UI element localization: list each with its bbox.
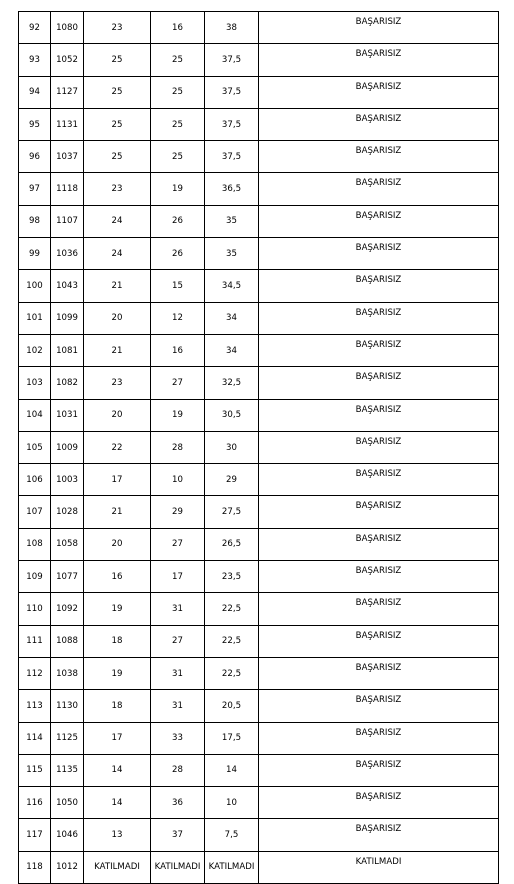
score-2-cell: 27 xyxy=(151,367,205,399)
student-id-cell: 1028 xyxy=(51,496,84,528)
score-1-cell: 20 xyxy=(84,399,151,431)
score-1-cell: 21 xyxy=(84,496,151,528)
result-cell: BAŞARISIZ xyxy=(259,399,499,431)
rank-cell: 108 xyxy=(19,528,51,560)
total-score-cell: 26,5 xyxy=(205,528,259,560)
table-row xyxy=(19,690,499,722)
score-1-cell: 21 xyxy=(84,334,151,366)
rank-cell: 110 xyxy=(19,593,51,625)
total-score-cell: 23,5 xyxy=(205,561,259,593)
result-cell: BAŞARISIZ xyxy=(259,464,499,496)
rank-cell: 106 xyxy=(19,464,51,496)
score-2-cell: 25 xyxy=(151,76,205,108)
score-1-cell: 16 xyxy=(84,561,151,593)
table-row xyxy=(19,270,499,302)
rank-cell: 98 xyxy=(19,205,51,237)
rank-cell: 107 xyxy=(19,496,51,528)
result-cell: BAŞARISIZ xyxy=(259,270,499,302)
student-id-cell: 1009 xyxy=(51,431,84,463)
score-2-cell: 28 xyxy=(151,431,205,463)
table-row xyxy=(19,108,499,140)
result-cell: BAŞARISIZ xyxy=(259,173,499,205)
result-cell: BAŞARISIZ xyxy=(259,561,499,593)
table-row xyxy=(19,561,499,593)
score-2-cell: 27 xyxy=(151,528,205,560)
result-cell: BAŞARISIZ xyxy=(259,44,499,76)
score-2-cell: 26 xyxy=(151,238,205,270)
student-id-cell: 1082 xyxy=(51,367,84,399)
table-row xyxy=(19,205,499,237)
rank-cell: 103 xyxy=(19,367,51,399)
student-id-cell: 1130 xyxy=(51,690,84,722)
student-id-cell: 1099 xyxy=(51,302,84,334)
score-2-cell: 31 xyxy=(151,690,205,722)
result-cell: BAŞARISIZ xyxy=(259,205,499,237)
result-cell: BAŞARISIZ xyxy=(259,431,499,463)
table-row xyxy=(19,819,499,851)
score-2-cell: 12 xyxy=(151,302,205,334)
score-2-cell: 16 xyxy=(151,12,205,44)
rank-cell: 97 xyxy=(19,173,51,205)
total-score-cell: 37,5 xyxy=(205,44,259,76)
score-1-cell: 18 xyxy=(84,625,151,657)
total-score-cell: 22,5 xyxy=(205,625,259,657)
rank-cell: 95 xyxy=(19,108,51,140)
score-2-cell: 33 xyxy=(151,722,205,754)
score-2-cell: 19 xyxy=(151,173,205,205)
rank-cell: 100 xyxy=(19,270,51,302)
score-1-cell: 25 xyxy=(84,108,151,140)
total-score-cell: 37,5 xyxy=(205,108,259,140)
table-row xyxy=(19,44,499,76)
score-2-cell: KATILMADI xyxy=(151,851,205,883)
rank-cell: 105 xyxy=(19,431,51,463)
score-2-cell: 16 xyxy=(151,334,205,366)
score-2-cell: 37 xyxy=(151,819,205,851)
result-cell: BAŞARISIZ xyxy=(259,302,499,334)
rank-cell: 115 xyxy=(19,754,51,786)
table-row xyxy=(19,76,499,108)
result-cell: BAŞARISIZ xyxy=(259,76,499,108)
table-row xyxy=(19,12,499,44)
result-cell: BAŞARISIZ xyxy=(259,787,499,819)
score-1-cell: 18 xyxy=(84,690,151,722)
score-2-cell: 27 xyxy=(151,625,205,657)
score-2-cell: 25 xyxy=(151,108,205,140)
total-score-cell: 29 xyxy=(205,464,259,496)
rank-cell: 102 xyxy=(19,334,51,366)
result-cell: BAŞARISIZ xyxy=(259,625,499,657)
total-score-cell: 30,5 xyxy=(205,399,259,431)
rank-cell: 113 xyxy=(19,690,51,722)
student-id-cell: 1092 xyxy=(51,593,84,625)
total-score-cell: 32,5 xyxy=(205,367,259,399)
table-row xyxy=(19,367,499,399)
student-id-cell: 1038 xyxy=(51,657,84,689)
student-id-cell: 1052 xyxy=(51,44,84,76)
score-2-cell: 31 xyxy=(151,657,205,689)
table-row xyxy=(19,464,499,496)
result-cell: BAŞARISIZ xyxy=(259,12,499,44)
table-row xyxy=(19,141,499,173)
total-score-cell: 14 xyxy=(205,754,259,786)
rank-cell: 112 xyxy=(19,657,51,689)
table-row xyxy=(19,496,499,528)
total-score-cell: 34 xyxy=(205,334,259,366)
student-id-cell: 1043 xyxy=(51,270,84,302)
rank-cell: 114 xyxy=(19,722,51,754)
score-1-cell: 17 xyxy=(84,464,151,496)
result-cell: BAŞARISIZ xyxy=(259,657,499,689)
rank-cell: 109 xyxy=(19,561,51,593)
total-score-cell: 7,5 xyxy=(205,819,259,851)
rank-cell: 104 xyxy=(19,399,51,431)
table-row xyxy=(19,625,499,657)
student-id-cell: 1080 xyxy=(51,12,84,44)
student-id-cell: 1031 xyxy=(51,399,84,431)
score-1-cell: 19 xyxy=(84,593,151,625)
student-id-cell: 1077 xyxy=(51,561,84,593)
table-row xyxy=(19,754,499,786)
result-cell: BAŞARISIZ xyxy=(259,141,499,173)
rank-cell: 99 xyxy=(19,238,51,270)
rank-cell: 94 xyxy=(19,76,51,108)
score-2-cell: 17 xyxy=(151,561,205,593)
score-1-cell: 24 xyxy=(84,205,151,237)
result-cell: BAŞARISIZ xyxy=(259,819,499,851)
total-score-cell: 22,5 xyxy=(205,593,259,625)
table-row xyxy=(19,302,499,334)
score-1-cell: 23 xyxy=(84,12,151,44)
score-1-cell: 13 xyxy=(84,819,151,851)
table-row xyxy=(19,238,499,270)
result-cell: BAŞARISIZ xyxy=(259,334,499,366)
total-score-cell: 35 xyxy=(205,205,259,237)
table-row xyxy=(19,528,499,560)
student-id-cell: 1127 xyxy=(51,76,84,108)
student-id-cell: 1036 xyxy=(51,238,84,270)
score-1-cell: 22 xyxy=(84,431,151,463)
result-cell: BAŞARISIZ xyxy=(259,722,499,754)
result-cell: BAŞARISIZ xyxy=(259,528,499,560)
student-id-cell: 1125 xyxy=(51,722,84,754)
total-score-cell: 36,5 xyxy=(205,173,259,205)
student-id-cell: 1088 xyxy=(51,625,84,657)
result-cell: BAŞARISIZ xyxy=(259,690,499,722)
score-1-cell: 21 xyxy=(84,270,151,302)
table-row xyxy=(19,173,499,205)
score-1-cell: 25 xyxy=(84,44,151,76)
results-table-body xyxy=(19,12,499,884)
result-cell: BAŞARISIZ xyxy=(259,367,499,399)
result-cell: BAŞARISIZ xyxy=(259,108,499,140)
score-2-cell: 36 xyxy=(151,787,205,819)
total-score-cell: 34 xyxy=(205,302,259,334)
total-score-cell: KATILMADI xyxy=(205,851,259,883)
score-1-cell: 20 xyxy=(84,528,151,560)
score-1-cell: 24 xyxy=(84,238,151,270)
rank-cell: 101 xyxy=(19,302,51,334)
total-score-cell: 37,5 xyxy=(205,76,259,108)
score-1-cell: 14 xyxy=(84,787,151,819)
table-row xyxy=(19,851,499,883)
rank-cell: 96 xyxy=(19,141,51,173)
table-row xyxy=(19,593,499,625)
score-1-cell: 25 xyxy=(84,76,151,108)
total-score-cell: 35 xyxy=(205,238,259,270)
score-1-cell: 23 xyxy=(84,367,151,399)
total-score-cell: 20,5 xyxy=(205,690,259,722)
student-id-cell: 1003 xyxy=(51,464,84,496)
table-row xyxy=(19,657,499,689)
score-1-cell: 20 xyxy=(84,302,151,334)
total-score-cell: 10 xyxy=(205,787,259,819)
score-2-cell: 31 xyxy=(151,593,205,625)
rank-cell: 111 xyxy=(19,625,51,657)
result-cell: BAŞARISIZ xyxy=(259,238,499,270)
table-row xyxy=(19,722,499,754)
total-score-cell: 17,5 xyxy=(205,722,259,754)
student-id-cell: 1050 xyxy=(51,787,84,819)
student-id-cell: 1012 xyxy=(51,851,84,883)
table-row xyxy=(19,399,499,431)
score-2-cell: 10 xyxy=(151,464,205,496)
total-score-cell: 34,5 xyxy=(205,270,259,302)
student-id-cell: 1046 xyxy=(51,819,84,851)
result-cell: BAŞARISIZ xyxy=(259,754,499,786)
student-id-cell: 1107 xyxy=(51,205,84,237)
result-cell: BAŞARISIZ xyxy=(259,593,499,625)
score-1-cell: 19 xyxy=(84,657,151,689)
rank-cell: 93 xyxy=(19,44,51,76)
score-2-cell: 15 xyxy=(151,270,205,302)
rank-cell: 92 xyxy=(19,12,51,44)
student-id-cell: 1131 xyxy=(51,108,84,140)
total-score-cell: 37,5 xyxy=(205,141,259,173)
score-2-cell: 25 xyxy=(151,141,205,173)
table-row xyxy=(19,334,499,366)
total-score-cell: 27,5 xyxy=(205,496,259,528)
student-id-cell: 1135 xyxy=(51,754,84,786)
results-table xyxy=(18,11,499,884)
result-cell: BAŞARISIZ xyxy=(259,496,499,528)
score-2-cell: 26 xyxy=(151,205,205,237)
rank-cell: 117 xyxy=(19,819,51,851)
student-id-cell: 1118 xyxy=(51,173,84,205)
score-2-cell: 28 xyxy=(151,754,205,786)
score-1-cell: 23 xyxy=(84,173,151,205)
total-score-cell: 22,5 xyxy=(205,657,259,689)
score-2-cell: 29 xyxy=(151,496,205,528)
result-cell: KATILMADI xyxy=(259,851,499,883)
score-1-cell: 14 xyxy=(84,754,151,786)
table-row xyxy=(19,787,499,819)
total-score-cell: 30 xyxy=(205,431,259,463)
total-score-cell: 38 xyxy=(205,12,259,44)
student-id-cell: 1037 xyxy=(51,141,84,173)
rank-cell: 118 xyxy=(19,851,51,883)
score-2-cell: 25 xyxy=(151,44,205,76)
rank-cell: 116 xyxy=(19,787,51,819)
score-2-cell: 19 xyxy=(151,399,205,431)
student-id-cell: 1081 xyxy=(51,334,84,366)
score-1-cell: 17 xyxy=(84,722,151,754)
score-1-cell: 25 xyxy=(84,141,151,173)
score-1-cell: KATILMADI xyxy=(84,851,151,883)
table-row xyxy=(19,431,499,463)
student-id-cell: 1058 xyxy=(51,528,84,560)
